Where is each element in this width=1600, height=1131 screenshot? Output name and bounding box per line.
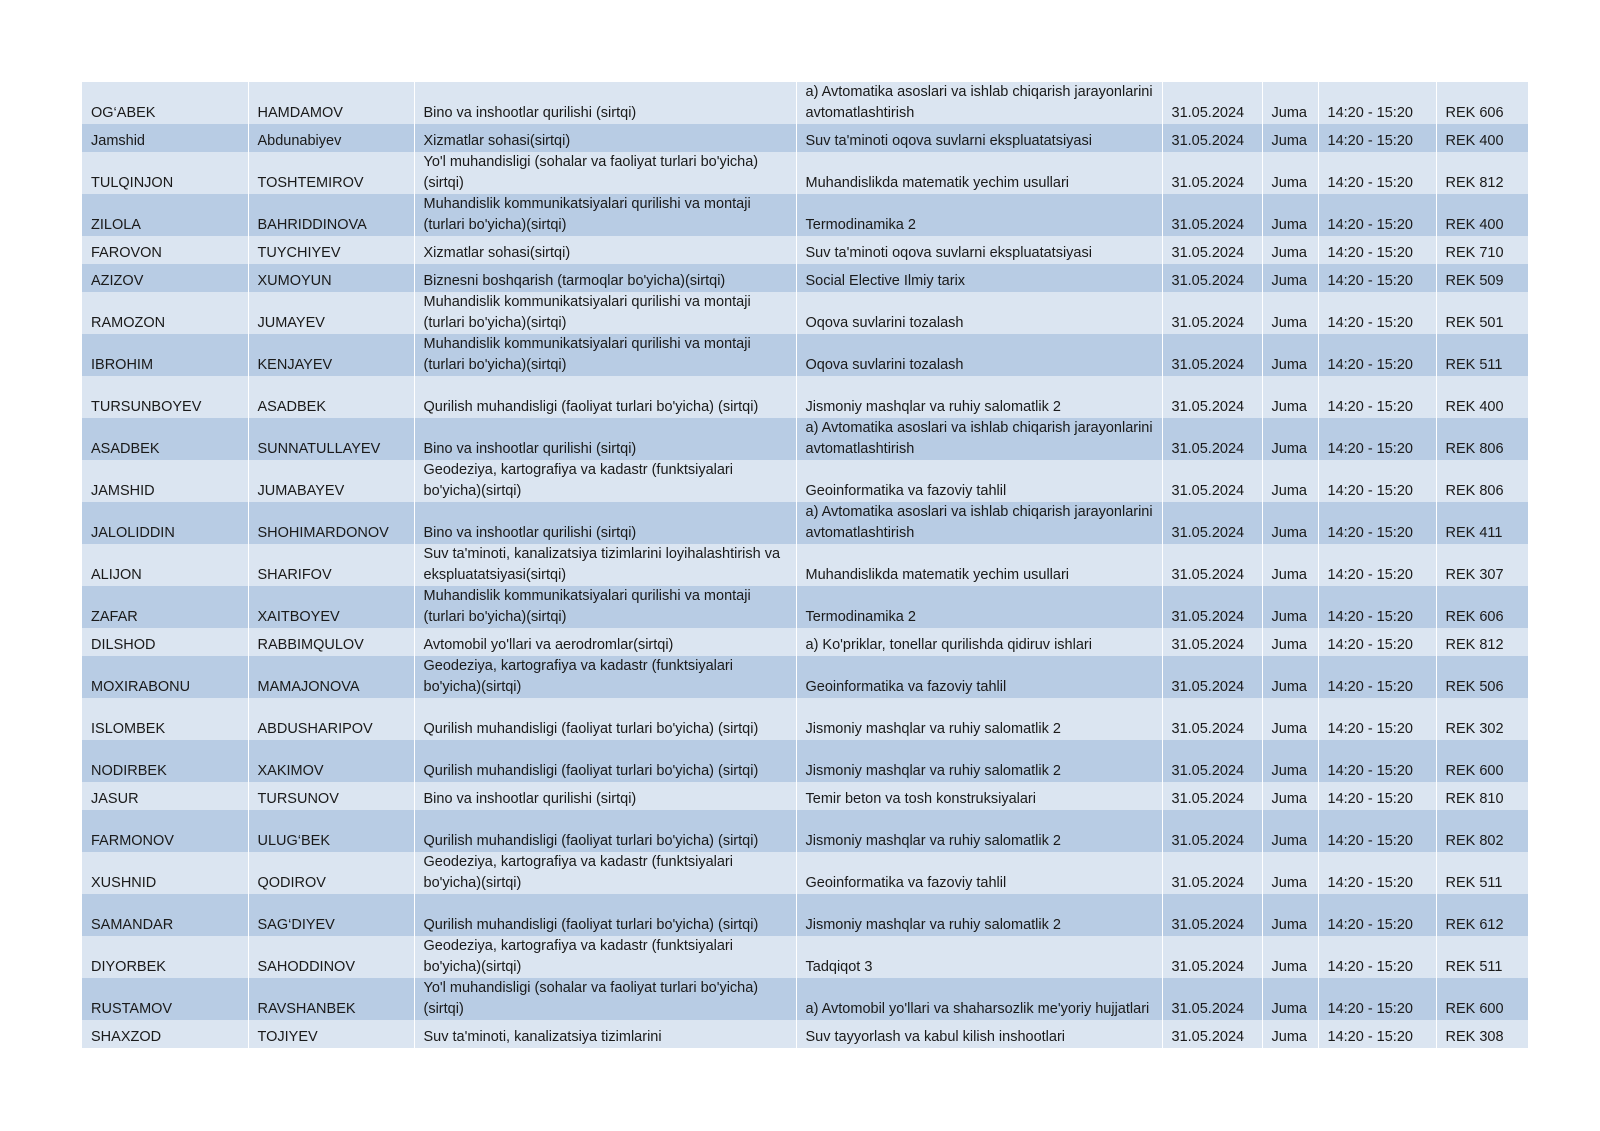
time-cell: 14:20 - 15:20 xyxy=(1318,194,1436,236)
first-name-cell: ZILOLA xyxy=(82,194,248,236)
program-cell: Geodeziya, kartografiya va kadastr (funktsiyalari bo'yicha)(sirtqi) xyxy=(414,656,796,698)
first-name-cell: DIYORBEK xyxy=(82,936,248,978)
last-name-cell: XUMOYUN xyxy=(248,264,414,292)
day-cell: Juma xyxy=(1262,1020,1318,1048)
table-row xyxy=(82,82,1528,124)
program-cell: Qurilish muhandisligi (faoliyat turlari bo'yicha) (sirtqi) xyxy=(414,740,796,782)
room-cell: REK 812 xyxy=(1436,628,1528,656)
table-row xyxy=(82,236,1528,264)
table-row xyxy=(82,586,1528,628)
last-name-cell: XAITBOYEV xyxy=(248,586,414,628)
subject-cell: Termodinamika 2 xyxy=(796,586,1162,628)
table-row xyxy=(82,334,1528,376)
date-cell: 31.05.2024 xyxy=(1162,418,1262,460)
date-cell: 31.05.2024 xyxy=(1162,152,1262,194)
program-cell: Yo'l muhandisligi (sohalar va faoliyat turlari bo'yicha)(sirtqi) xyxy=(414,152,796,194)
room-cell: REK 810 xyxy=(1436,782,1528,810)
subject-cell: a) Avtomatika asoslari va ishlab chiqarish jarayonlarini avtomatlashtirish xyxy=(796,418,1162,460)
last-name-cell: RAVSHANBEK xyxy=(248,978,414,1020)
program-cell: Muhandislik kommunikatsiyalari qurilishi va montaji (turlari bo'yicha)(sirtqi) xyxy=(414,194,796,236)
subject-cell: Geoinformatika va fazoviy tahlil xyxy=(796,656,1162,698)
table-row xyxy=(82,194,1528,236)
subject-cell: Termodinamika 2 xyxy=(796,194,1162,236)
date-cell: 31.05.2024 xyxy=(1162,1020,1262,1048)
time-cell: 14:20 - 15:20 xyxy=(1318,152,1436,194)
day-cell: Juma xyxy=(1262,152,1318,194)
time-cell: 14:20 - 15:20 xyxy=(1318,124,1436,152)
first-name-cell: ISLOMBEK xyxy=(82,698,248,740)
first-name-cell: SHAXZOD xyxy=(82,1020,248,1048)
first-name-cell: Jamshid xyxy=(82,124,248,152)
date-cell: 31.05.2024 xyxy=(1162,978,1262,1020)
date-cell: 31.05.2024 xyxy=(1162,810,1262,852)
last-name-cell: KENJAYEV xyxy=(248,334,414,376)
date-cell: 31.05.2024 xyxy=(1162,236,1262,264)
table-row xyxy=(82,628,1528,656)
room-cell: REK 806 xyxy=(1436,418,1528,460)
program-cell: Bino va inshootlar qurilishi (sirtqi) xyxy=(414,418,796,460)
first-name-cell: AZIZOV xyxy=(82,264,248,292)
day-cell: Juma xyxy=(1262,292,1318,334)
program-cell: Qurilish muhandisligi (faoliyat turlari bo'yicha) (sirtqi) xyxy=(414,376,796,418)
room-cell: REK 511 xyxy=(1436,334,1528,376)
last-name-cell: HAMDAMOV xyxy=(248,82,414,124)
program-cell: Xizmatlar sohasi(sirtqi) xyxy=(414,124,796,152)
room-cell: REK 308 xyxy=(1436,1020,1528,1048)
time-cell: 14:20 - 15:20 xyxy=(1318,292,1436,334)
room-cell: REK 606 xyxy=(1436,586,1528,628)
first-name-cell: XUSHNID xyxy=(82,852,248,894)
last-name-cell: BAHRIDDINOVA xyxy=(248,194,414,236)
last-name-cell: QODIROV xyxy=(248,852,414,894)
time-cell: 14:20 - 15:20 xyxy=(1318,586,1436,628)
subject-cell: a) Ko'priklar, tonellar qurilishda qidiruv ishlari xyxy=(796,628,1162,656)
day-cell: Juma xyxy=(1262,698,1318,740)
day-cell: Juma xyxy=(1262,460,1318,502)
subject-cell: Social Elective Ilmiy tarix xyxy=(796,264,1162,292)
room-cell: REK 812 xyxy=(1436,152,1528,194)
day-cell: Juma xyxy=(1262,782,1318,810)
first-name-cell: MOXIRABONU xyxy=(82,656,248,698)
day-cell: Juma xyxy=(1262,194,1318,236)
day-cell: Juma xyxy=(1262,740,1318,782)
subject-cell: Jismoniy mashqlar va ruhiy salomatlik 2 xyxy=(796,376,1162,418)
time-cell: 14:20 - 15:20 xyxy=(1318,236,1436,264)
table-row xyxy=(82,978,1528,1020)
room-cell: REK 710 xyxy=(1436,236,1528,264)
last-name-cell: TURSUNOV xyxy=(248,782,414,810)
room-cell: REK 511 xyxy=(1436,936,1528,978)
last-name-cell: SHARIFOV xyxy=(248,544,414,586)
room-cell: REK 612 xyxy=(1436,894,1528,936)
last-name-cell: JUMABAYEV xyxy=(248,460,414,502)
room-cell: REK 411 xyxy=(1436,502,1528,544)
last-name-cell: RABBIMQULOV xyxy=(248,628,414,656)
subject-cell: Geoinformatika va fazoviy tahlil xyxy=(796,460,1162,502)
time-cell: 14:20 - 15:20 xyxy=(1318,740,1436,782)
day-cell: Juma xyxy=(1262,82,1318,124)
time-cell: 14:20 - 15:20 xyxy=(1318,894,1436,936)
subject-cell: Tadqiqot 3 xyxy=(796,936,1162,978)
subject-cell: Suv tayyorlash va kabul kilish inshootlari xyxy=(796,1020,1162,1048)
date-cell: 31.05.2024 xyxy=(1162,852,1262,894)
date-cell: 31.05.2024 xyxy=(1162,656,1262,698)
program-cell: Muhandislik kommunikatsiyalari qurilishi va montaji (turlari bo'yicha)(sirtqi) xyxy=(414,586,796,628)
first-name-cell: NODIRBEK xyxy=(82,740,248,782)
date-cell: 31.05.2024 xyxy=(1162,334,1262,376)
last-name-cell: TOJIYEV xyxy=(248,1020,414,1048)
room-cell: REK 600 xyxy=(1436,740,1528,782)
room-cell: REK 400 xyxy=(1436,376,1528,418)
time-cell: 14:20 - 15:20 xyxy=(1318,544,1436,586)
last-name-cell: SUNNATULLAYEV xyxy=(248,418,414,460)
day-cell: Juma xyxy=(1262,418,1318,460)
table-row xyxy=(82,894,1528,936)
time-cell: 14:20 - 15:20 xyxy=(1318,502,1436,544)
last-name-cell: ABDUSHARIPOV xyxy=(248,698,414,740)
room-cell: REK 302 xyxy=(1436,698,1528,740)
date-cell: 31.05.2024 xyxy=(1162,782,1262,810)
date-cell: 31.05.2024 xyxy=(1162,936,1262,978)
date-cell: 31.05.2024 xyxy=(1162,740,1262,782)
subject-cell: a) Avtomatika asoslari va ishlab chiqarish jarayonlarini avtomatlashtirish xyxy=(796,82,1162,124)
room-cell: REK 506 xyxy=(1436,656,1528,698)
program-cell: Suv ta'minoti, kanalizatsiya tizimlarini loyihalashtirish va ekspluatatsiyasi(sirtqi) xyxy=(414,544,796,586)
day-cell: Juma xyxy=(1262,124,1318,152)
time-cell: 14:20 - 15:20 xyxy=(1318,460,1436,502)
time-cell: 14:20 - 15:20 xyxy=(1318,1020,1436,1048)
date-cell: 31.05.2024 xyxy=(1162,194,1262,236)
last-name-cell: MAMAJONOVA xyxy=(248,656,414,698)
program-cell: Suv ta'minoti, kanalizatsiya tizimlarini xyxy=(414,1020,796,1048)
time-cell: 14:20 - 15:20 xyxy=(1318,698,1436,740)
first-name-cell: TULQINJON xyxy=(82,152,248,194)
day-cell: Juma xyxy=(1262,334,1318,376)
room-cell: REK 400 xyxy=(1436,124,1528,152)
table-row xyxy=(82,544,1528,586)
day-cell: Juma xyxy=(1262,656,1318,698)
date-cell: 31.05.2024 xyxy=(1162,376,1262,418)
day-cell: Juma xyxy=(1262,628,1318,656)
program-cell: Qurilish muhandisligi (faoliyat turlari bo'yicha) (sirtqi) xyxy=(414,810,796,852)
last-name-cell: ULUG‘BEK xyxy=(248,810,414,852)
room-cell: REK 802 xyxy=(1436,810,1528,852)
table-row xyxy=(82,698,1528,740)
first-name-cell: FARMONOV xyxy=(82,810,248,852)
program-cell: Muhandislik kommunikatsiyalari qurilishi va montaji (turlari bo'yicha)(sirtqi) xyxy=(414,292,796,334)
last-name-cell: SAG‘DIYEV xyxy=(248,894,414,936)
date-cell: 31.05.2024 xyxy=(1162,628,1262,656)
program-cell: Avtomobil yo'llari va aerodromlar(sirtqi) xyxy=(414,628,796,656)
table-row xyxy=(82,264,1528,292)
room-cell: REK 806 xyxy=(1436,460,1528,502)
date-cell: 31.05.2024 xyxy=(1162,698,1262,740)
date-cell: 31.05.2024 xyxy=(1162,544,1262,586)
subject-cell: Jismoniy mashqlar va ruhiy salomatlik 2 xyxy=(796,698,1162,740)
program-cell: Biznesni boshqarish (tarmoqlar bo'yicha)(sirtqi) xyxy=(414,264,796,292)
table-row xyxy=(82,656,1528,698)
first-name-cell: JALOLIDDIN xyxy=(82,502,248,544)
last-name-cell: TUYCHIYEV xyxy=(248,236,414,264)
table-row xyxy=(82,502,1528,544)
day-cell: Juma xyxy=(1262,852,1318,894)
table-row xyxy=(82,782,1528,810)
first-name-cell: ZAFAR xyxy=(82,586,248,628)
day-cell: Juma xyxy=(1262,236,1318,264)
table-row xyxy=(82,936,1528,978)
program-cell: Yo'l muhandisligi (sohalar va faoliyat turlari bo'yicha)(sirtqi) xyxy=(414,978,796,1020)
subject-cell: Jismoniy mashqlar va ruhiy salomatlik 2 xyxy=(796,740,1162,782)
time-cell: 14:20 - 15:20 xyxy=(1318,810,1436,852)
last-name-cell: Abdunabiyev xyxy=(248,124,414,152)
table-row xyxy=(82,740,1528,782)
time-cell: 14:20 - 15:20 xyxy=(1318,656,1436,698)
time-cell: 14:20 - 15:20 xyxy=(1318,334,1436,376)
last-name-cell: JUMAYEV xyxy=(248,292,414,334)
subject-cell: Suv ta'minoti oqova suvlarni ekspluatatsiyasi xyxy=(796,124,1162,152)
subject-cell: Suv ta'minoti oqova suvlarni ekspluatatsiyasi xyxy=(796,236,1162,264)
day-cell: Juma xyxy=(1262,978,1318,1020)
first-name-cell: RAMOZON xyxy=(82,292,248,334)
program-cell: Muhandislik kommunikatsiyalari qurilishi va montaji (turlari bo'yicha)(sirtqi) xyxy=(414,334,796,376)
subject-cell: Jismoniy mashqlar va ruhiy salomatlik 2 xyxy=(796,810,1162,852)
first-name-cell: TURSUNBOYEV xyxy=(82,376,248,418)
date-cell: 31.05.2024 xyxy=(1162,586,1262,628)
first-name-cell: JAMSHID xyxy=(82,460,248,502)
subject-cell: Jismoniy mashqlar va ruhiy salomatlik 2 xyxy=(796,894,1162,936)
program-cell: Qurilish muhandisligi (faoliyat turlari bo'yicha) (sirtqi) xyxy=(414,894,796,936)
table-row xyxy=(82,852,1528,894)
day-cell: Juma xyxy=(1262,264,1318,292)
time-cell: 14:20 - 15:20 xyxy=(1318,82,1436,124)
subject-cell: a) Avtomatika asoslari va ishlab chiqarish jarayonlarini avtomatlashtirish xyxy=(796,502,1162,544)
time-cell: 14:20 - 15:20 xyxy=(1318,936,1436,978)
time-cell: 14:20 - 15:20 xyxy=(1318,376,1436,418)
subject-cell: Geoinformatika va fazoviy tahlil xyxy=(796,852,1162,894)
table-row xyxy=(82,292,1528,334)
first-name-cell: DILSHOD xyxy=(82,628,248,656)
time-cell: 14:20 - 15:20 xyxy=(1318,782,1436,810)
subject-cell: Temir beton va tosh konstruksiyalari xyxy=(796,782,1162,810)
first-name-cell: IBROHIM xyxy=(82,334,248,376)
last-name-cell: XAKIMOV xyxy=(248,740,414,782)
time-cell: 14:20 - 15:20 xyxy=(1318,628,1436,656)
first-name-cell: SAMANDAR xyxy=(82,894,248,936)
first-name-cell: FAROVON xyxy=(82,236,248,264)
room-cell: REK 606 xyxy=(1436,82,1528,124)
last-name-cell: ASADBEK xyxy=(248,376,414,418)
program-cell: Bino va inshootlar qurilishi (sirtqi) xyxy=(414,502,796,544)
date-cell: 31.05.2024 xyxy=(1162,502,1262,544)
program-cell: Geodeziya, kartografiya va kadastr (funktsiyalari bo'yicha)(sirtqi) xyxy=(414,936,796,978)
date-cell: 31.05.2024 xyxy=(1162,894,1262,936)
date-cell: 31.05.2024 xyxy=(1162,124,1262,152)
program-cell: Xizmatlar sohasi(sirtqi) xyxy=(414,236,796,264)
program-cell: Bino va inshootlar qurilishi (sirtqi) xyxy=(414,82,796,124)
day-cell: Juma xyxy=(1262,502,1318,544)
day-cell: Juma xyxy=(1262,586,1318,628)
last-name-cell: SHOHIMARDONOV xyxy=(248,502,414,544)
room-cell: REK 511 xyxy=(1436,852,1528,894)
table-row xyxy=(82,152,1528,194)
table-row xyxy=(82,376,1528,418)
subject-cell: a) Avtomobil yo'llari va shaharsozlik me'yoriy hujjatlari xyxy=(796,978,1162,1020)
table-row xyxy=(82,1020,1528,1048)
table-row xyxy=(82,124,1528,152)
last-name-cell: TOSHTEMIROV xyxy=(248,152,414,194)
time-cell: 14:20 - 15:20 xyxy=(1318,418,1436,460)
schedule-body xyxy=(82,82,1528,1048)
time-cell: 14:20 - 15:20 xyxy=(1318,852,1436,894)
date-cell: 31.05.2024 xyxy=(1162,460,1262,502)
program-cell: Geodeziya, kartografiya va kadastr (funktsiyalari bo'yicha)(sirtqi) xyxy=(414,460,796,502)
subject-cell: Oqova suvlarini tozalash xyxy=(796,334,1162,376)
time-cell: 14:20 - 15:20 xyxy=(1318,978,1436,1020)
last-name-cell: SAHODDINOV xyxy=(248,936,414,978)
day-cell: Juma xyxy=(1262,544,1318,586)
program-cell: Geodeziya, kartografiya va kadastr (funktsiyalari bo'yicha)(sirtqi) xyxy=(414,852,796,894)
date-cell: 31.05.2024 xyxy=(1162,264,1262,292)
subject-cell: Oqova suvlarini tozalash xyxy=(796,292,1162,334)
table-row xyxy=(82,810,1528,852)
subject-cell: Muhandislikda matematik yechim usullari xyxy=(796,152,1162,194)
time-cell: 14:20 - 15:20 xyxy=(1318,264,1436,292)
first-name-cell: RUSTAMOV xyxy=(82,978,248,1020)
first-name-cell: OG‘ABEK xyxy=(82,82,248,124)
exam-schedule-table xyxy=(82,82,1528,1048)
first-name-cell: JASUR xyxy=(82,782,248,810)
day-cell: Juma xyxy=(1262,376,1318,418)
room-cell: REK 501 xyxy=(1436,292,1528,334)
room-cell: REK 600 xyxy=(1436,978,1528,1020)
day-cell: Juma xyxy=(1262,894,1318,936)
date-cell: 31.05.2024 xyxy=(1162,82,1262,124)
day-cell: Juma xyxy=(1262,810,1318,852)
table-row xyxy=(82,460,1528,502)
day-cell: Juma xyxy=(1262,936,1318,978)
room-cell: REK 400 xyxy=(1436,194,1528,236)
date-cell: 31.05.2024 xyxy=(1162,292,1262,334)
first-name-cell: ASADBEK xyxy=(82,418,248,460)
program-cell: Bino va inshootlar qurilishi (sirtqi) xyxy=(414,782,796,810)
first-name-cell: ALIJON xyxy=(82,544,248,586)
table-row xyxy=(82,418,1528,460)
room-cell: REK 307 xyxy=(1436,544,1528,586)
program-cell: Qurilish muhandisligi (faoliyat turlari bo'yicha) (sirtqi) xyxy=(414,698,796,740)
subject-cell: Muhandislikda matematik yechim usullari xyxy=(796,544,1162,586)
room-cell: REK 509 xyxy=(1436,264,1528,292)
